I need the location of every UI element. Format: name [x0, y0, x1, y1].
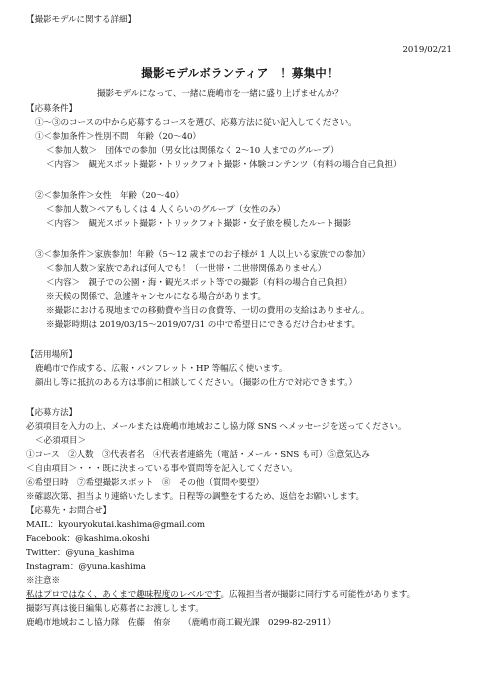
- apply-heading: 【応募方法】: [26, 408, 77, 418]
- conditions-intro: ①～③のコースの中から応募するコースを選び、応募方法に従い記入してください。: [35, 118, 357, 128]
- contact-instagram: Instagram：@yuna.kashima: [26, 562, 146, 572]
- doc-title: 撮影モデルボランティア ！募集中！: [141, 66, 339, 80]
- doc-header: 【撮影モデルに関する詳細】: [26, 15, 136, 25]
- lead-text: 撮影モデルになって、一緒に鹿嶋市を一緒に盛り上げませんか？: [97, 89, 343, 99]
- course3-condition: ③＜参加条件＞家族参加！年齢（5～12 歳までのお子様が 1 人以上いる家族での参加）: [35, 250, 371, 260]
- usage-heading: 【活用場所】: [26, 350, 77, 360]
- usage-line-2: 顔出し等に抵抗のある方は事前に相談してください。（撮影の仕方で対応できます。）: [35, 378, 357, 388]
- attention-rest: 。広報担当者が撮影に同行する可能性があります。: [220, 590, 416, 600]
- course2-people: ＜参加人数＞ペアもしくは 4 人くらいのグループ（女性のみ）: [46, 205, 286, 215]
- free-items-list: ⑥希望日時 ⑦希望撮影スポット ⑧ その他（質問や要望）: [26, 478, 264, 488]
- course1-content: ＜内容＞ 観光スポット撮影・トリックフォト撮影・体験コンテンツ（有料の場合自己負担）: [46, 160, 402, 170]
- course3-people: ＜参加人数＞家族であれば何人でも！（一世帯・二世帯関係ありません）: [46, 264, 327, 274]
- course1-condition: ①＜参加条件＞性別不問 年齢（20～40）: [35, 132, 201, 142]
- conditions-note-weather: ※天候の関係で、急遽キャンセルになる場合があります。: [46, 292, 266, 302]
- required-items-label: ＜必須項目＞: [35, 436, 86, 446]
- signature: 鹿嶋市地域おこし協力隊 佐藤 侑奈 （鹿嶋市商工観光課 0299-82-2911）: [26, 618, 336, 628]
- apply-instructions: 必須項目を入力の上、メールまたは鹿嶋市地域おこし協力隊 SNS へメッセージを送ってください。: [26, 422, 407, 432]
- conditions-note-costs: ※撮影における現地までの移動費や当日の食費等、一切の費用の支給はありません。: [46, 306, 370, 316]
- conditions-heading: 【応募条件】: [26, 104, 77, 114]
- contact-mail: MAIL：kyouryokutai.kashima@gmail.com: [26, 520, 205, 530]
- course3-content: ＜内容＞ 親子での公園・海・観光スポット等での撮影（有料の場合自己負担）: [46, 278, 352, 288]
- course2-condition: ②＜参加条件＞女性 年齢（20～40）: [35, 191, 184, 201]
- course2-content: ＜内容＞ 観光スポット撮影・トリックフォト撮影・女子旅を模したルート撮影: [46, 219, 352, 229]
- contact-facebook: Facebook：@kashima.okoshi: [26, 534, 150, 544]
- doc-date: 2019/02/21: [402, 45, 452, 55]
- attention-text: [26, 590, 415, 601]
- contact-twitter: Twitter：@yuna_kashima: [26, 548, 135, 558]
- attention-underlined: 私はプロではなく、あくまで趣味程度のレベルです: [26, 590, 221, 600]
- free-items-label: ＜自由項目＞・・・既に決まっている事や質問等を記入してください。: [26, 464, 298, 474]
- photos-note: 撮影写真は後日編集し応募者にお渡しします。: [26, 604, 204, 614]
- course1-people: ＜参加人数＞ 団体での参加（男女比は関係なく 2～10 人までのグループ）: [46, 146, 339, 156]
- required-items-list: ①コース ②人数 ③代表者名 ④代表者連絡先（電話・メール・SNS も可）⑤意気込み: [26, 450, 370, 460]
- contact-heading: 【応募先・お問合せ】: [26, 506, 111, 516]
- confirm-note: ※確認次第、担当より連絡いたします。日程等の調整をするため、返信をお願いします。: [26, 492, 365, 502]
- usage-line-1: 鹿嶋市で作成する、広報・パンフレット・HP 等幅広く使います。: [35, 364, 288, 374]
- conditions-note-period: ※撮影時期は 2019/03/15～2019/07/31 の中で希望日にできるだけ合わせます。: [46, 320, 360, 330]
- attention-label: ※注意※: [26, 576, 60, 586]
